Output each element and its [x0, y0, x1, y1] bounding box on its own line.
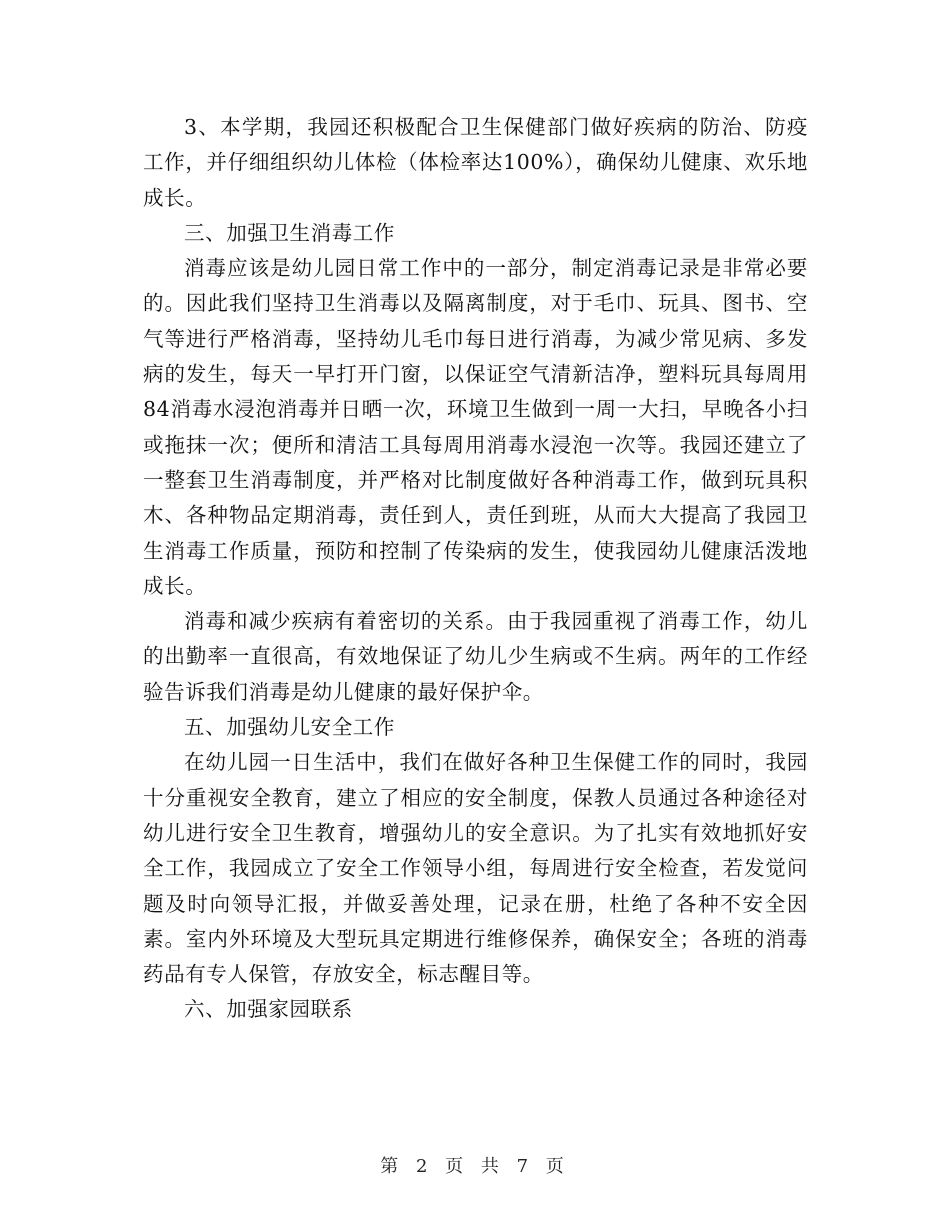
paragraph-checkup: 3、本学期，我园还积极配合卫生保健部门做好疾病的防治、防疫工作，并仔细组织幼儿体检（体检率达100%），确保幼儿健康、欢乐地成长。	[143, 115, 808, 210]
paragraph-safety: 在幼儿园一日生活中，我们在做好各种卫生保健工作的同时，我园十分重视安全教育，建立了相应的安全制度，保教人员通过各种途径对幼儿进行安全卫生教育，增强幼儿的安全意识。为了扎实有效地抓好安全工作，我园成立了安全工作领导小组，每周进行安全检查，若发觉问题及时向领导汇报，并做妥善处理，记录在册，杜绝了各种不安全因素。室内外环境及大型玩具定期进行维修保养，确保安全；各班的消毒药品有专人保管，存放安全，标志醒目等。	[143, 750, 808, 987]
section-heading-safety: 五、加强幼儿安全工作	[184, 715, 395, 740]
paragraph-disinfection-benefit: 消毒和减少疾病有着密切的关系。由于我园重视了消毒工作，幼儿的出勤率一直很高，有效地保证了幼儿少生病或不生病。两年的工作经验告诉我们消毒是幼儿健康的最好保护伞。	[143, 609, 808, 704]
section-heading-home-school: 六、加强家园联系	[184, 997, 353, 1022]
page-number-footer: 第 2 页 共 7 页	[380, 1156, 570, 1177]
paragraph-disinfection-system: 消毒应该是幼儿园日常工作中的一部分，制定消毒记录是非常必要的。因此我们坚持卫生消毒以及隔离制度，对于毛巾、玩具、图书、空气等进行严格消毒，坚持幼儿毛巾每日进行消毒，为减少常见病、多发病的发生，每天一早打开门窗，以保证空气清新洁净，塑料玩具每周用84消毒水浸泡消毒并日晒一次，环境卫生做到一周一大扫，早晚各小扫或拖抹一次；便所和清洁工具每周用消毒水浸泡一次等。我园还建立了一整套卫生消毒制度，并严格对比制度做好各种消毒工作，做到玩具积木、各种物品定期消毒，责任到人，责任到班，从而大大提高了我园卫生消毒工作质量，预防和控制了传染病的发生，使我园幼儿健康活泼地成长。	[143, 256, 808, 598]
document-body	[143, 110, 808, 1028]
section-heading-disinfection: 三、加强卫生消毒工作	[184, 220, 395, 245]
